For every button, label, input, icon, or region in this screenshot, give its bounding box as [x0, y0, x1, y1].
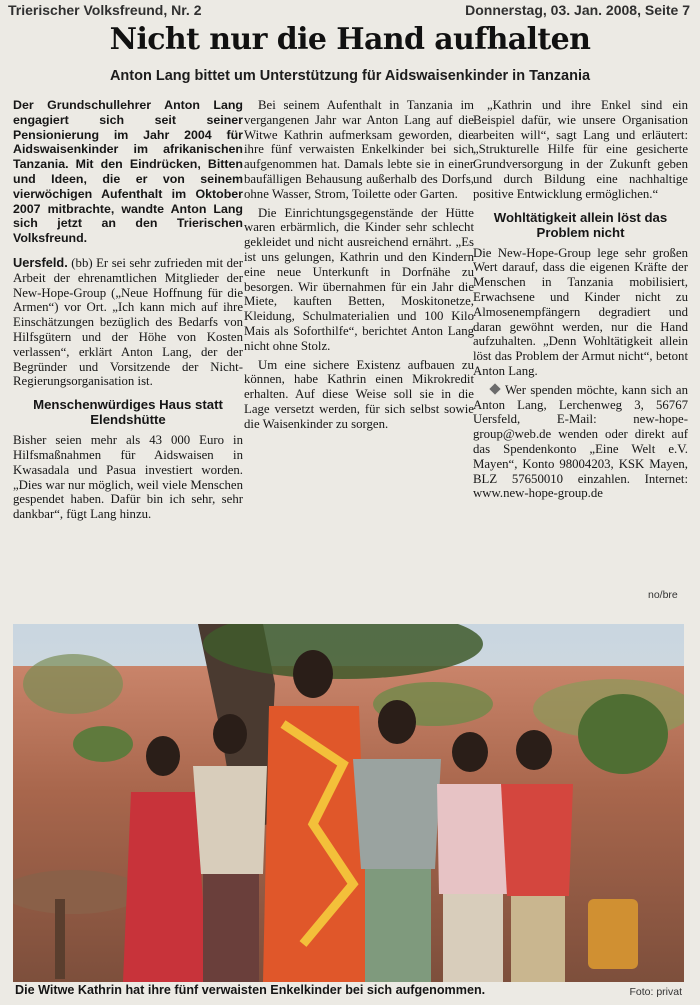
- photo-illustration: [13, 624, 684, 982]
- paragraph: Um eine sichere Existenz aufbauen zu können, habe Kathrin einen Mikrokredit erhalten. Auf diese Weise soll sie in die Lage versetzt werden, für sich selbst sowie die Waisenkinder zu sorgen.: [244, 357, 474, 431]
- paragraph: Bisher seien mehr als 43 000 Euro in Hilfsmaßnahmen für Aidswaisen in Kwasadala und Pasua investiert worden. „Dies war nur möglich, weil viele Menschen gespendet haben. Dafür bin ich sehr, sehr dankbar“, fügt Lang hinzu.: [13, 433, 243, 522]
- paragraph: [473, 383, 688, 501]
- paragraph-text: (bb) Er sei sehr zufrieden mit der Arbeit der ehrenamtlichen Mitglieder der New-Hope-Group („Neue Hoffnung für die Armen“) vor Ort. „Ich kann mich auf ihre Einschätzungen bezüglich des Bedarfs von Hilfsgütern und der Höhe von Kosten verlassen“, erklärt Anton Lang, der der Begründer und Vorsitzende der Nicht-Regierungsorganisation ist.: [13, 255, 243, 389]
- paragraph: „Kathrin und ihre Enkel sind ein Beispiel dafür, wie unsere Organisation arbeiten will“, sagt Lang und erläutert: „Strukturelle Hilfe für eine gesicherte Grundversorgung in der Zukunft geben und durch Bildung eine nachhaltige positive Entwicklung ermöglichen.“: [473, 98, 688, 201]
- column-2: [244, 98, 474, 436]
- photo-caption: Die Witwe Kathrin hat ihre fünf verwaisten Enkelkinder bei sich aufgenommen.: [15, 983, 486, 997]
- article-photo: [13, 624, 684, 982]
- subheading-1: Menschenwürdiges Haus statt Elendshütte: [33, 397, 223, 428]
- author-initials: no/bre: [648, 589, 678, 601]
- paragraph: Die Einrichtungsgegenstände der Hütte waren erbärmlich, die Kinder sehr schlecht gekleidet und nicht ausreichend ernährt. „Es ist uns gelungen, Kathrin und den Kindern eine neue Unterkunft in Dorfnähe zu besorgen. Wir übernahmen für ein Jahr die Miete, kauften Betten, Moskitonetze, Kleidung, Schulmaterialien und 100 Kilo Mais als Soforthilfe“, berichtet Anton Lang nicht ohne Stolz.: [244, 205, 474, 353]
- subheadline: Anton Lang bittet um Unterstützung für Aidswaisenkinder in Tanzania: [109, 68, 591, 84]
- headline: Nicht nur die Hand aufhalten: [109, 22, 591, 57]
- column-1: [13, 98, 243, 526]
- jerrycan: [588, 899, 638, 969]
- lead-paragraph: Der Grundschullehrer Anton Lang engagiert sich seit seiner Pensionierung im Jahr 2004 für Aidswaisenkinder im afrikanischen Tanzania. Mit den Eindrücken, Bitten und Ideen, die er von seinem vierwöchigen Aufenthalt im Oktober 2007 mitbrachte, wandte Anton Lang sich jetzt an den Trierischen Volksfreund.: [13, 98, 243, 246]
- subheading-2: Wohltätigkeit allein löst das Problem nicht: [493, 209, 668, 240]
- column-3: [473, 98, 688, 505]
- paragraph-text: Wer spenden möchte, kann sich an Anton Lang, Lerchenweg 3, 56767 Uersfeld, E-Mail: new-hope-group@web.de wenden oder direkt auf das Spendenkonto „Eine Welt e.V. Mayen“, Konto 98004203, KSK Mayen, BLZ 57650010 einzahlen. Internet: www.new-hope-group.de: [473, 382, 688, 501]
- publication-name: Trierischer Volksfreund, Nr. 2: [8, 2, 202, 18]
- paragraph: Bei seinem Aufenthalt in Tanzania im vergangenen Jahr war Anton Lang auf die Witwe Kathrin aufmerksam geworden, die ihre fünf verwaisten Enkelkinder bei sich aufgenommen hat. Damals lebte sie in einer baufälligen Behausung außerhalb des Dorfs, ohne Wasser, Strom, Toilette oder Garten.: [244, 98, 474, 201]
- photo-credit: Foto: privat: [629, 986, 682, 998]
- dateline: Uersfeld.: [13, 254, 68, 270]
- paragraph: Die New-Hope-Group lege sehr großen Wert darauf, dass die eigenen Kräfte der Menschen in Tanzania mobilisiert, Erwachsene und Kinder nicht zu Almosenempfängern degradiert und daran gewöhnt werden, nur die Hand aufzuhalten. „Denn Wohltätigkeit allein löst das Problem der Armut nicht“, betont Anton Lang.: [473, 245, 688, 378]
- diamond-bullet-icon: [489, 383, 500, 394]
- date-page-info: Donnerstag, 03. Jan. 2008, Seite 7: [465, 2, 690, 18]
- paragraph: [13, 256, 243, 389]
